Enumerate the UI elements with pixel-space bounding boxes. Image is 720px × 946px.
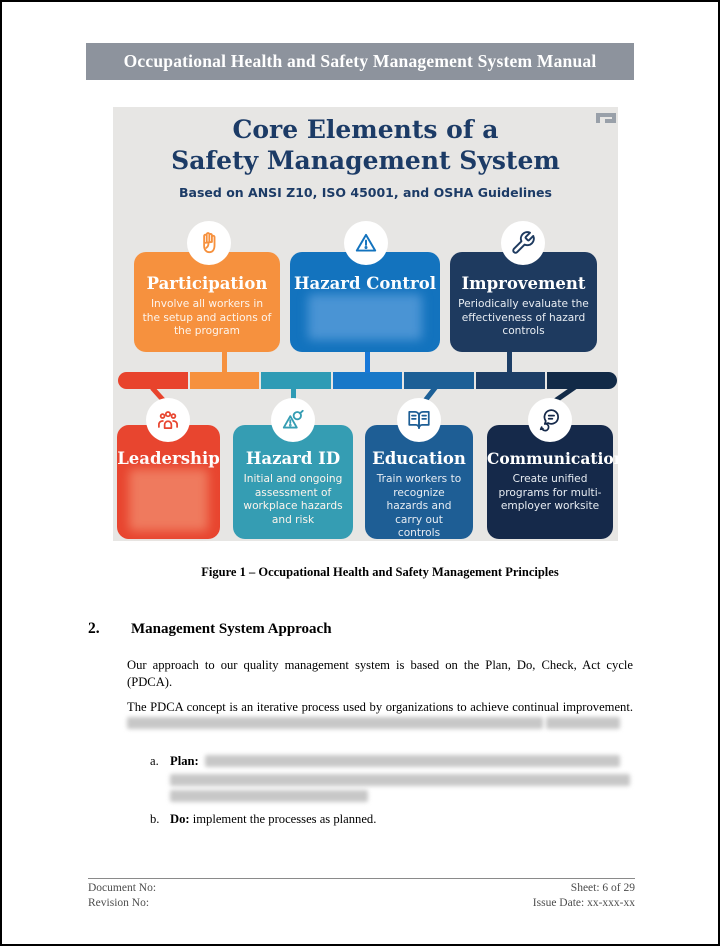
hand-icon: [196, 230, 222, 256]
open-book-icon: [406, 407, 432, 433]
list-label: Plan:: [170, 754, 199, 768]
card-communication: [487, 425, 626, 539]
footer-sheet: Sheet: 6 of 29: [570, 882, 635, 894]
footer-revision-no: Revision No:: [88, 897, 150, 909]
infographic-subtitle: Based on ANSI Z10, ISO 45001, and OSHA Guidelines: [179, 185, 552, 200]
card-title: Improvement: [461, 274, 586, 293]
redacted-text-blur: [170, 774, 630, 786]
card-hazard-control: [290, 252, 440, 352]
section-title: Management System Approach: [131, 621, 332, 637]
card-body: Involve all workers in the setup and actions of the program: [142, 298, 272, 337]
wrench-icon: [510, 230, 536, 256]
infographic-title-line2: Safety Management System: [171, 146, 560, 175]
card-title: Hazard Control: [293, 274, 437, 293]
redacted-text-blur: [170, 790, 368, 802]
document-title: Occupational Health and Safety Management System Manual: [123, 51, 597, 71]
card-title: Hazard ID: [245, 449, 341, 468]
timeline-segment: [547, 372, 617, 389]
document-header: [86, 43, 634, 80]
speech-bubbles-icon: [537, 407, 563, 433]
list-item-plan: [150, 753, 635, 806]
timeline-bar: [118, 372, 617, 389]
infographic-title-line1: Core Elements of a: [232, 115, 499, 144]
card-participation: [134, 252, 280, 352]
card-body: Train workers to recognize hazards and carry out controls: [376, 473, 462, 539]
infographic[interactable]: [113, 107, 626, 541]
card-leadership: [117, 425, 220, 539]
timeline-segment: [190, 372, 260, 389]
people-icon: [155, 407, 181, 433]
timeline-segment: [261, 372, 331, 389]
card-title: Leadership: [117, 449, 220, 468]
footer-document-no: Document No:: [88, 882, 157, 894]
leadership-icon-circle: [146, 398, 190, 442]
timeline-segment: [476, 372, 546, 389]
education-icon-circle: [397, 398, 441, 442]
figure-caption: Figure 1 – Occupational Health and Safety Management Principles: [201, 565, 559, 579]
participation-icon-circle: [187, 221, 231, 265]
paragraph-pdca-concept: [127, 699, 633, 732]
hazard-id-icon-circle: [271, 398, 315, 442]
list-marker: a.: [150, 754, 159, 768]
list-label: Do:: [170, 812, 190, 826]
card-education: [365, 425, 473, 539]
card-body: Periodically evaluate the effectiveness of hazard controls: [458, 298, 589, 337]
card-hazard-id: [233, 425, 353, 539]
card-title: Education: [372, 449, 466, 468]
redacted-text-blur: [129, 469, 208, 531]
improvement-icon-circle: [501, 221, 545, 265]
timeline-segment: [333, 372, 403, 389]
card-improvement: [450, 252, 597, 352]
connector-hazard-control: [365, 352, 370, 373]
redacted-text-blur: [127, 717, 543, 729]
hazard-magnifier-icon: [280, 407, 306, 433]
hazard-control-icon-circle: [344, 221, 388, 265]
connector-participation: [222, 352, 227, 373]
section-number: 2.: [88, 620, 100, 637]
redacted-text-blur: [308, 294, 422, 340]
footer-divider: [88, 878, 635, 879]
footer-issue-date: Issue Date: xx-xxx-xx: [532, 897, 635, 909]
list-marker: b.: [150, 812, 160, 826]
paragraph-pdca-approach: Our approach to our quality management system is based on the Plan, Do, Check, Act cycle (PDCA).: [127, 658, 633, 689]
card-title: Participation: [146, 274, 268, 293]
card-body: Initial and ongoing assessment of workplace hazards and risk: [243, 473, 343, 526]
communication-icon-circle: [528, 398, 572, 442]
paragraph-text: The PDCA concept is an iterative process used by organizations to achieve continual improvement.: [127, 700, 633, 714]
list-text: implement the processes as planned.: [192, 812, 377, 826]
redacted-text-blur: [546, 717, 620, 729]
card-body: Create unified programs for multi-employer worksite: [498, 473, 602, 512]
card-title: Communication: [487, 449, 626, 468]
redacted-text-blur: [205, 755, 620, 767]
list-item-do: [150, 811, 635, 832]
connector-improvement: [507, 352, 512, 373]
warning-triangle-icon: [353, 230, 379, 256]
